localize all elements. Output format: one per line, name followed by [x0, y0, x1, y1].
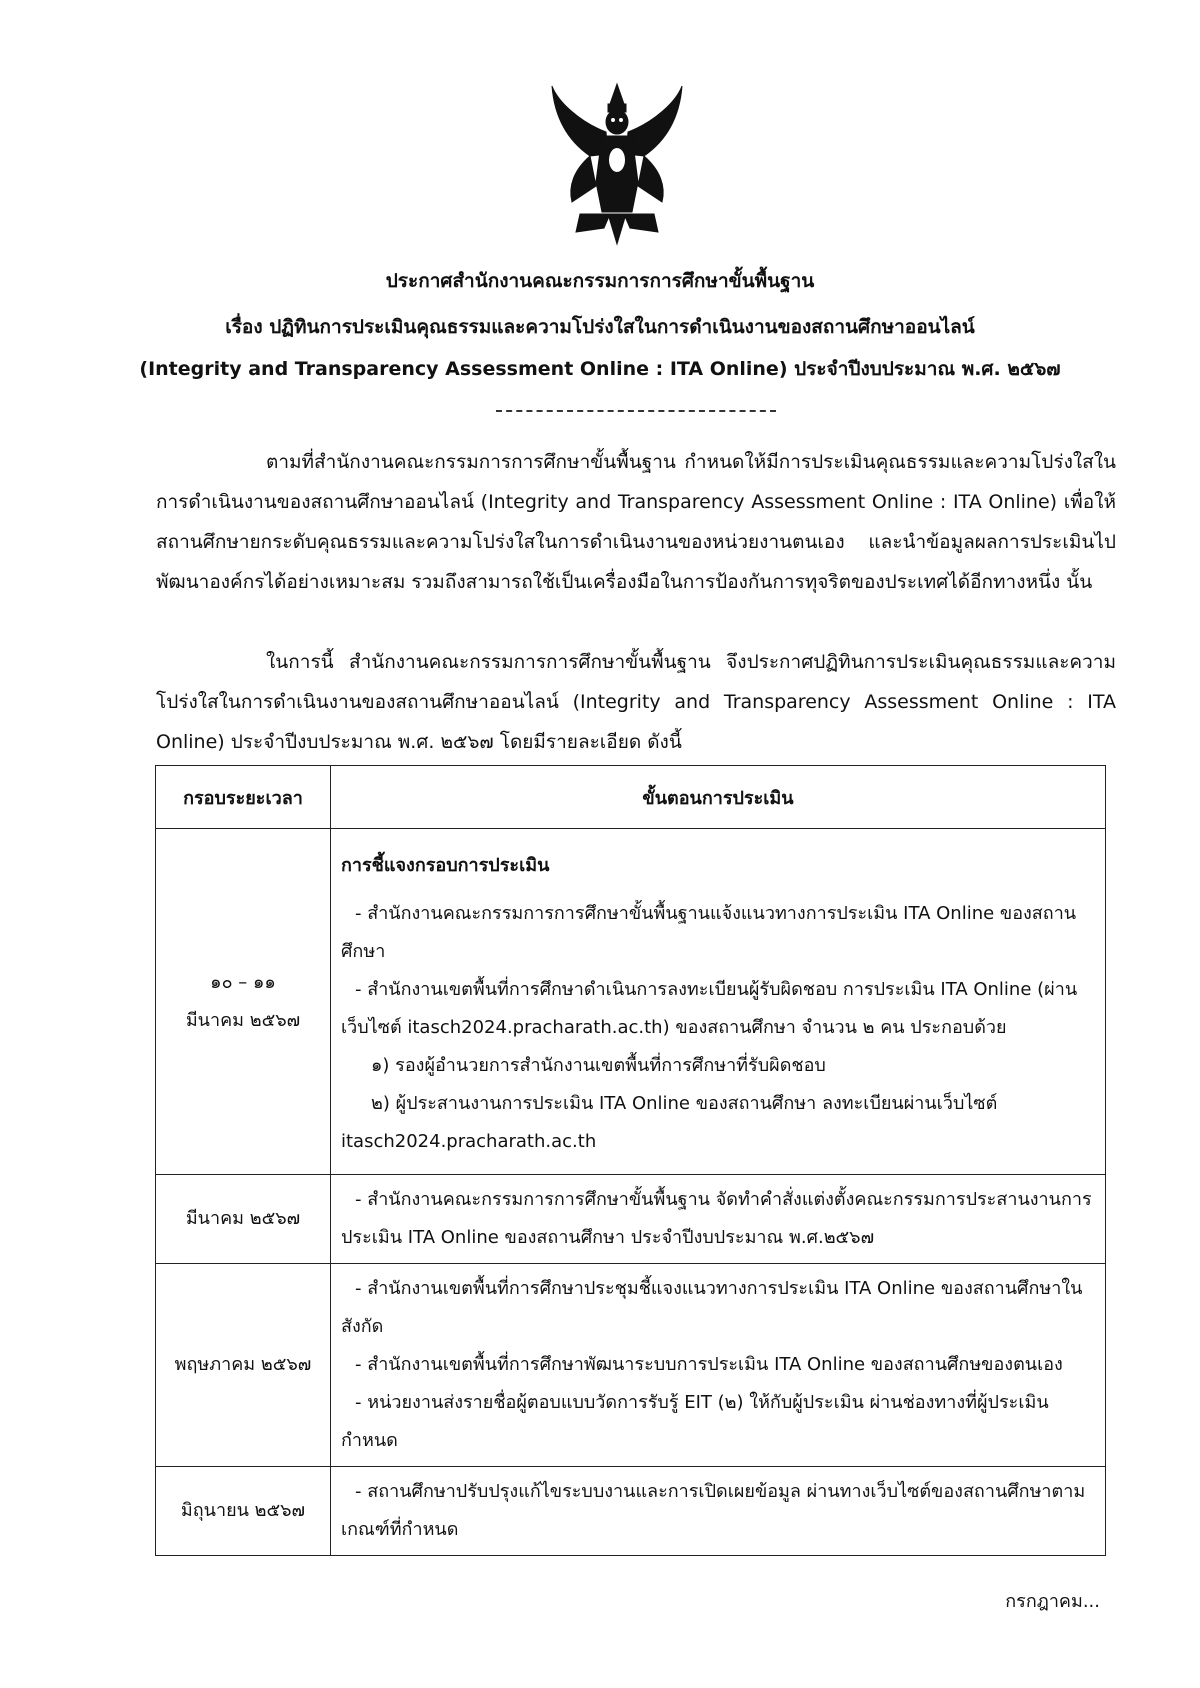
schedule-table — [155, 765, 1106, 1556]
garuda-emblem-icon — [550, 82, 684, 246]
table-row — [156, 829, 1106, 1175]
table-row — [156, 1467, 1106, 1556]
steps-cell — [331, 829, 1106, 1175]
time-cell: มิถุนายน ๒๕๖๗ — [156, 1467, 331, 1556]
body-paragraph-2-text: ในการนี้ สำนักงานคณะกรรมการการศึกษาขั้นพื้นฐาน จึงประกาศปฏิทินการประเมินคุณธรรมและความโปร่งใสในการดำเนินงานของสถานศึกษาออนไลน์ (Integrity and Transparency Assessment Online : ITA Online) ประจำปีงบประมาณ พ.ศ. ๒๕๖๗ โดยมีรายละเอียด ดังนี้ — [156, 651, 1116, 753]
table-row — [156, 1175, 1106, 1264]
time-cell: มีนาคม ๒๕๖๗ — [156, 1175, 331, 1264]
time-month: มีนาคม ๒๕๖๗ — [185, 1009, 301, 1031]
step-line: - สำนักงานเขตพื้นที่การศึกษาประชุมชี้แจงแนวทางการประเมิน ITA Online ของสถานศึกษาในสังกัด — [341, 1278, 1083, 1337]
body-paragraph-1-text: ตามที่สำนักงานคณะกรรมการการศึกษาขั้นพื้นฐาน กำหนดให้มีการประเมินคุณธรรมและความโปร่งใสในการดำเนินงานของสถานศึกษาออนไลน์ (Integrity and Transparency Assessment Online : ITA Online) เพื่อให้สถานศึกษายกระดับคุณธรรมและความโปร่งใสในการดำเนินงานของหน่วยงานตนเอง และนำข้อมูลผลการประเมินไปพัฒนาองค์กรได้อย่างเหมาะสม รวมถึงสามารถใช้เป็นเครื่องมือในการป้องกันการทุจริตของประเทศได้อีกทางหนึ่ง นั้น — [156, 451, 1116, 593]
time-range: ๑๐ – ๑๑ — [210, 971, 276, 993]
steps-cell — [331, 1467, 1106, 1556]
header-assessment-steps: ขั้นตอนการประเมิน — [331, 766, 1106, 829]
step-line: ๒) ผู้ประสานงานการประเมิน ITA Online ของสถานศึกษา ลงทะเบียนผ่านเว็บไซต์ itasch2024.pracharath.ac.th — [341, 1092, 998, 1152]
step-line: ๑) รองผู้อำนวยการสำนักงานเขตพื้นที่การศึกษาที่รับผิดชอบ — [371, 1054, 826, 1076]
header-time-frame: กรอบระยะเวลา — [156, 766, 331, 829]
step-line: - สถานศึกษาปรับปรุงแก้ไขระบบงานและการเปิดเผยข้อมูล ผ่านทางเว็บไซต์ของสถานศึกษาตามเกณฑ์ที่กำหนด — [341, 1481, 1086, 1540]
table-row — [156, 1264, 1106, 1467]
body-paragraph-1 — [156, 442, 1116, 602]
announcement-subject-english: (Integrity and Transparency Assessment Online : ITA Online) ประจำปีงบประมาณ พ.ศ. ๒๕๖๗ — [139, 358, 1061, 380]
time-cell — [156, 829, 331, 1175]
announcement-title: ประกาศสำนักงานคณะกรรมการการศึกษาขั้นพื้นฐาน — [385, 270, 815, 292]
step-line: - สำนักงานคณะกรรมการการศึกษาขั้นพื้นฐาน จัดทำคำสั่งแต่งตั้งคณะกรรมการประสานงานการประเมิน ITA Online ของสถานศึกษา ประจำปีงบประมาณ พ.ศ.๒๕๖๗ — [341, 1189, 1092, 1248]
body-paragraph-2 — [156, 642, 1116, 762]
step-line: - หน่วยงานส่งรายชื่อผู้ตอบแบบวัดการรับรู้ EIT (๒) ให้กับผู้ประเมิน ผ่านช่องทางที่ผู้ประเมินกำหนด — [341, 1392, 1049, 1451]
table-header-row — [156, 766, 1106, 829]
separator-line — [496, 410, 776, 412]
step-line: - สำนักงานเขตพื้นที่การศึกษาดำเนินการลงทะเบียนผู้รับผิดชอบ การประเมิน ITA Online (ผ่านเว็บไซต์ itasch2024.pracharath.ac.th) ของสถานศึกษา จำนวน ๒ คน ประกอบด้วย — [341, 978, 1078, 1038]
time-cell: พฤษภาคม ๒๕๖๗ — [156, 1264, 331, 1467]
step-title: การชี้แจงกรอบการประเมิน — [341, 854, 550, 876]
step-line: - สำนักงานเขตพื้นที่การศึกษาพัฒนาระบบการประเมิน ITA Online ของสถานศึกษของตนเอง — [355, 1354, 1063, 1375]
continuation-marker: กรกฎาคม... — [1005, 1591, 1100, 1612]
step-line: - สำนักงานคณะกรรมการการศึกษาขั้นพื้นฐานแจ้งแนวทางการประเมิน ITA Online ของสถานศึกษา — [341, 902, 1077, 962]
announcement-subject: เรื่อง ปฏิทินการประเมินคุณธรรมและความโปร่งใสในการดำเนินงานของสถานศึกษาออนไลน์ — [225, 316, 975, 338]
steps-cell — [331, 1175, 1106, 1264]
steps-cell — [331, 1264, 1106, 1467]
